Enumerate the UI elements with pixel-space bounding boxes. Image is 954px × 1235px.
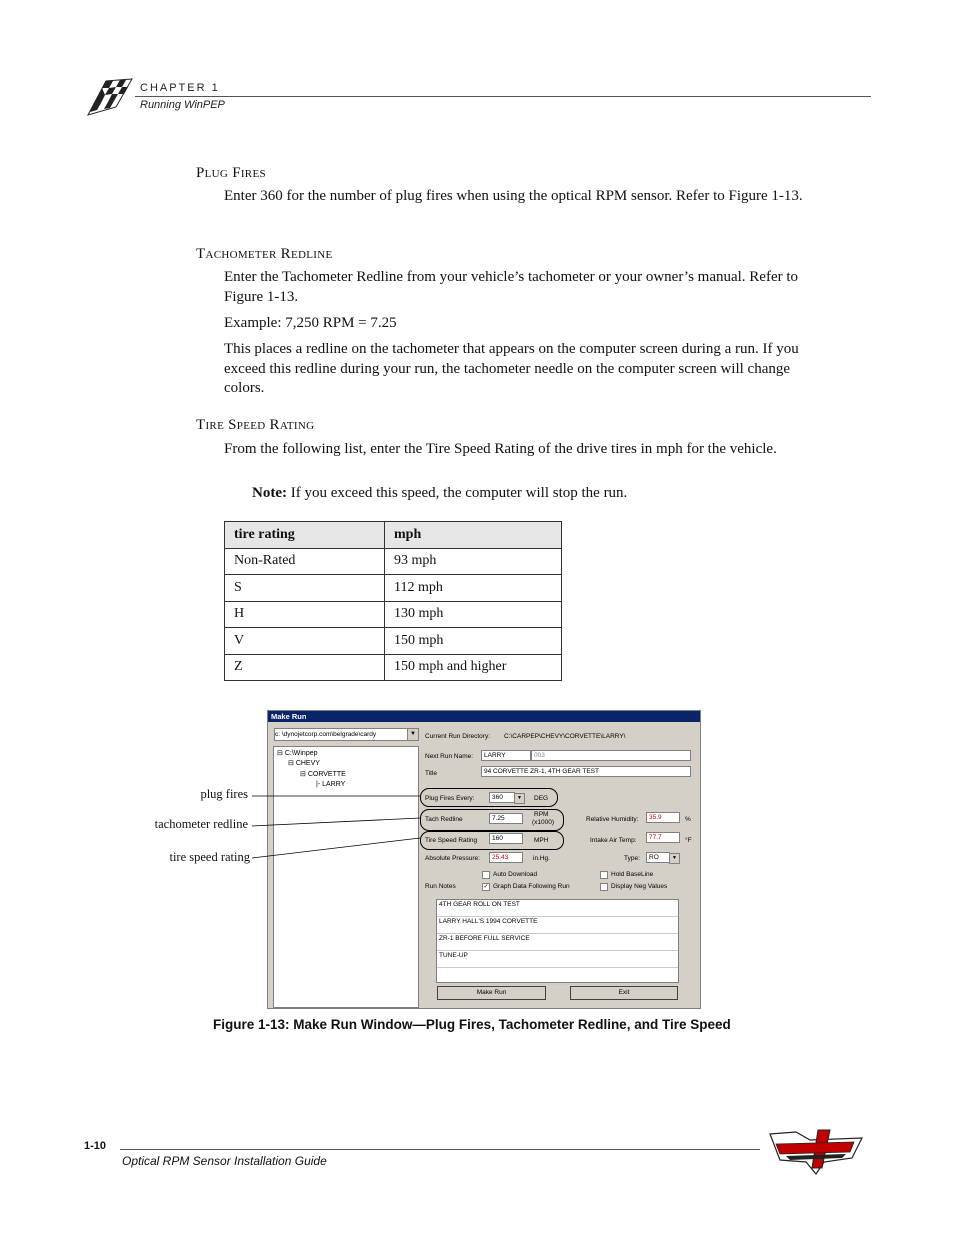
table-header: mph [385,522,562,549]
note-label: Note: [252,485,287,501]
plug-fires-label: Plug Fires Every: [425,795,475,802]
table-cell: 112 mph [385,575,562,602]
next-run-label: Next Run Name: [425,753,474,760]
callout-plug-fires: plug fires [200,787,248,801]
abs-pressure-unit: in.Hg. [533,855,550,862]
section-heading-plug-fires: Plug Fires [196,165,266,181]
table-cell: H [225,601,385,628]
paragraph: Enter 360 for the number of plug fires when using the optical RPM sensor. Refer to Figure 1-13. [224,188,803,204]
plug-fires-input[interactable]: 360 [489,792,515,803]
display-neg-label: Display Neg Values [611,883,668,890]
chapter-label: CHAPTER 1 [140,82,220,94]
page-number: 1-10 [84,1140,107,1152]
plug-fires-unit: DEG [534,795,549,802]
air-temp-label: Intake Air Temp: [590,837,637,844]
tach-redline-input[interactable]: 7.25 [489,813,523,824]
paragraph: From the following list, enter the Tire Speed Rating of the drive tires in mph for the vehicle. [224,441,777,457]
table-cell: S [225,575,385,602]
chevron-down-icon[interactable]: ▼ [514,793,525,804]
auto-download-label: Auto Download [493,871,538,878]
table-cell: 130 mph [385,601,562,628]
chevron-down-icon[interactable]: ▼ [407,729,418,740]
next-run-number-input[interactable]: 003 [531,750,691,761]
footer-rule [120,1149,760,1150]
run-note-line[interactable]: 4TH GEAR ROLL ON TEST [437,900,678,917]
tach-redline-unit-multiplier: (x1000) [532,819,555,826]
tire-speed-input[interactable]: 160 [489,833,523,844]
run-note-line[interactable]: LARRY HALL'S 1994 CORVETTE [437,917,678,934]
callout-tach-redline: tachometer redline [154,817,248,831]
table-cell: 150 mph [385,628,562,655]
tire-speed-unit: MPH [534,837,549,844]
title-label: Title [425,770,438,777]
footer-title: Optical RPM Sensor Installation Guide [122,1154,327,1168]
make-run-button[interactable]: Make Run [437,986,546,1000]
table-cell: 93 mph [385,548,562,575]
abs-pressure-input[interactable]: 25.43 [489,852,523,863]
humidity-input[interactable]: 35.9 [646,812,680,823]
humidity-unit: % [685,816,691,823]
table-cell: Non-Rated [225,548,385,575]
tach-redline-label: Tach Redline [425,816,463,823]
tree-item-chevy[interactable]: ⊟ CHEVY [288,760,320,767]
chapter-subtitle: Running WinPEP [140,99,225,111]
tree-item-larry[interactable]: |- LARRY [316,781,346,788]
type-label: Type: [624,855,640,862]
section-heading-tach-redline: Tachometer Redline [196,246,333,262]
run-note-line[interactable]: ZR-1 BEFORE FULL SERVICE [437,934,678,951]
paragraph: Enter the Tachometer Redline from your vehicle’s tachometer or your owner’s manual. Refer to Figure 1-13. [224,269,799,305]
tach-redline-unit: RPM [534,811,549,818]
paragraph: Example: 7,250 RPM = 7.25 [224,315,397,331]
table-cell: Z [225,654,385,681]
drive-combo-value: c: \dynojetcorp.com\belgrade\cardy [275,731,377,738]
graph-data-checkbox[interactable]: ✓ [483,884,489,890]
type-select[interactable]: RO [646,852,670,863]
callout-tire-speed: tire speed rating [169,850,250,864]
hold-baseline-label: Hold BaseLine [611,871,654,878]
chevron-down-icon[interactable]: ▼ [669,853,680,864]
air-temp-unit: °F [685,837,692,844]
humidity-label: Relative Humidity: [586,816,639,823]
dynojet-logo-icon [766,1128,866,1178]
section-heading-tire-speed: Tire Speed Rating [196,417,315,433]
graph-data-label: Graph Data Following Run [493,883,570,890]
figure-caption: Figure 1-13: Make Run Window—Plug Fires, Tachometer Redline, and Tire Speed [213,1017,731,1032]
air-temp-input[interactable]: 77.7 [646,832,680,843]
exit-button[interactable]: Exit [570,986,678,1000]
table-cell: 150 mph and higher [385,654,562,681]
abs-pressure-label: Absolute Pressure: [425,855,480,862]
title-input[interactable]: 94 CORVETTE ZR-1, 4TH GEAR TEST [481,766,691,777]
current-run-dir-value: C:\CARPEP\CHEVY\CORVETTE\LARRY\ [504,733,626,740]
current-run-dir-label: Current Run Directory: [425,733,491,740]
tire-speed-label: Tire Speed Rating [425,837,478,844]
table-cell: V [225,628,385,655]
tree-item-root[interactable]: ⊟ C:\Winpep [277,750,318,757]
run-note-line[interactable]: TUNE-UP [437,951,678,968]
run-notes-label: Run Notes [425,883,456,890]
window-title: Make Run [268,711,700,722]
table-header: tire rating [225,522,385,549]
note-text: If you exceed this speed, the computer will stop the run. [286,485,628,501]
paragraph: This places a redline on the tachometer that appears on the computer screen during a run. If you exceed this redline during your run, the tachometer needle on the computer screen will change colors. [224,341,799,396]
tree-item-corvette[interactable]: ⊟ CORVETTE [300,771,346,778]
next-run-name-input[interactable]: LARRY [481,750,531,761]
